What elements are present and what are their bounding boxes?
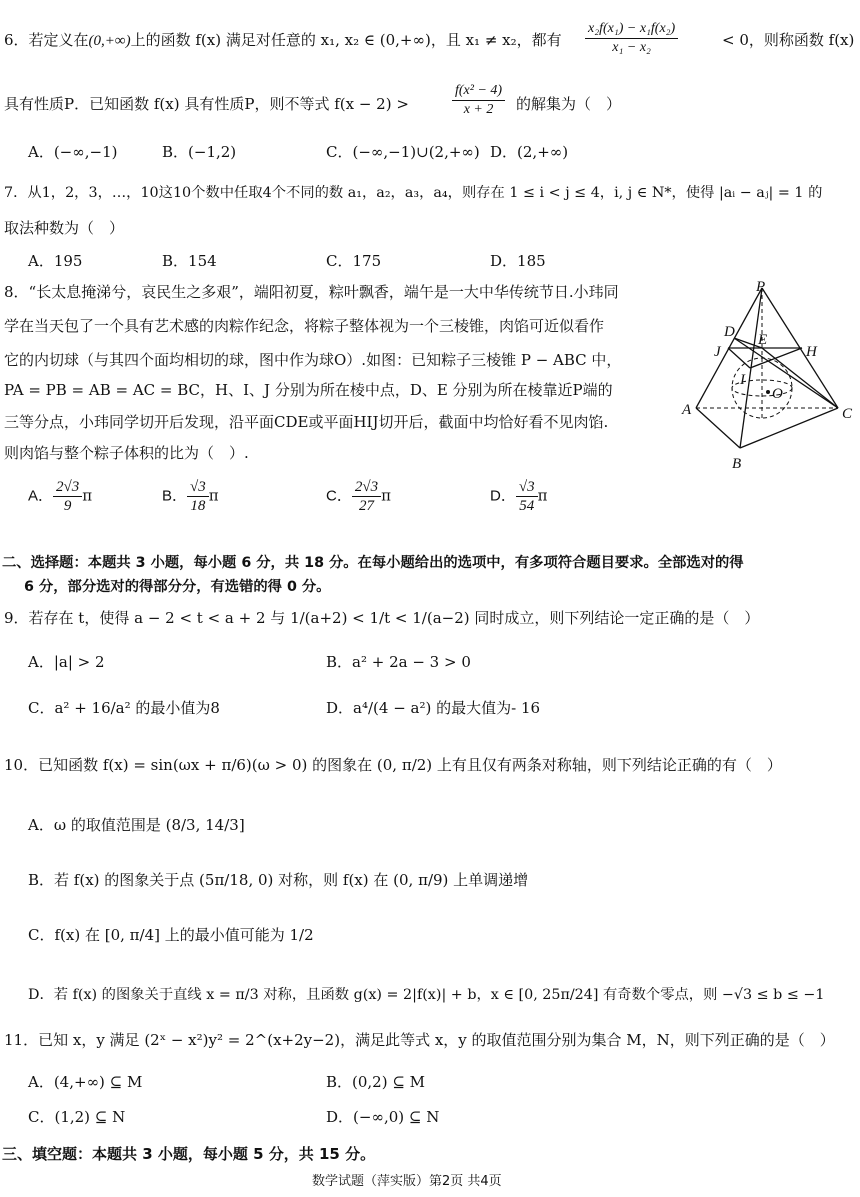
label-i: I: [740, 372, 745, 388]
q6-line2: 具有性质P．已知函数 f(x) 具有性质P，则不等式 f(x − 2) >: [4, 95, 409, 113]
q10-option-a[interactable]: A．ω 的取值范围是 (8/3, 14/3]: [28, 816, 245, 834]
q8-line3: 它的内切球（与其四个面均相切的球，图中作为球O）.如图：已知粽子三棱锥 P − ABC 中，: [4, 351, 622, 369]
section-2-heading-cont: 6 分，部分选对的得部分分，有选错的得 0 分。: [24, 579, 331, 595]
q6-line1: 6．若定义在(0,+∞)上的函数 f(x) 满足对任意的 x₁, x₂ ∈ (0,+∞)，且 x₁ ≠ x₂，都有: [4, 31, 562, 49]
label-b: B: [732, 456, 742, 472]
q6-fraction: $\frac{\text{x₂f(x₁) − x₁f(x₂)}}{\text{x₁ − x₂}}$: [585, 20, 678, 57]
q11-option-d[interactable]: D．(−∞,0) ⊆ N: [326, 1108, 440, 1126]
q7-option-c[interactable]: C．175: [326, 252, 382, 270]
q7-option-a[interactable]: A．195: [28, 252, 83, 270]
label-j: J: [714, 344, 721, 360]
q8-line5: 三等分点，小玮同学切开后发现，沿平面CDE或平面HIJ切开后，截面中均恰好看不见肉馅.: [4, 413, 609, 431]
q7-option-b[interactable]: B．154: [162, 252, 217, 270]
q9-option-b[interactable]: B．a² + 2a − 3 > 0: [326, 653, 471, 671]
label-h: H: [806, 344, 817, 360]
q8-line6: 则肉馅与整个粽子体积的比为（ ）.: [4, 444, 249, 462]
q8-line1: 8．“长太息掩涕兮，哀民生之多艰”，端阳初夏，粽叶飘香，端午是一大中华传统节日.小玮同: [4, 283, 619, 301]
q8-option-a[interactable]: A． $\frac{2√3}{9}$ π: [28, 479, 93, 514]
page-footer: 数学试题（萍实版）第2页 共4页: [312, 1174, 502, 1189]
label-c: C: [842, 406, 853, 422]
q9-option-c[interactable]: C．a² + 16/a² 的最小值为8: [28, 699, 220, 717]
q8-option-c[interactable]: C． $\frac{2√3}{27}$ π: [326, 479, 391, 514]
q6-option-c[interactable]: C．(−∞,−1)∪(2,+∞): [326, 143, 480, 161]
q10-option-b[interactable]: B．若 f(x) 的图象关于点 (5π/18, 0) 对称，则 f(x) 在 (0, π/9) 上单调递增: [28, 871, 529, 889]
q9-stem: 9．若存在 t，使得 a − 2 < t < a + 2 与 1/(a+2) < 1/t < 1/(a−2) 同时成立，则下列结论一定正确的是（ ）: [4, 609, 760, 627]
section-3-heading: 三、填空题：本题共 3 小题，每小题 5 分，共 15 分。: [2, 1145, 376, 1163]
q10-option-c[interactable]: C．f(x) 在 [0, π/4] 上的最小值可能为 1/2: [28, 926, 314, 944]
label-a: A: [682, 402, 692, 418]
label-e: E: [758, 332, 768, 348]
q11-option-c[interactable]: C．(1,2) ⊆ N: [28, 1108, 126, 1126]
sphere-center-dot: [766, 390, 770, 394]
q10-option-d[interactable]: D．若 f(x) 的图象关于直线 x = π/3 对称，且函数 g(x) = 2|f(x)| + b，x ∈ [0, 25π/24] 有奇数个零点，则 −√3 ≤ b ≤ −1: [28, 987, 825, 1003]
q7-line1: 7．从1，2，3，…，10这10个数中任取4个不同的数 a₁，a₂，a₃，a₄，则存在 1 ≤ i < j ≤ 4，i, j ∈ N*，使得 |aᵢ − aⱼ| = 1 的: [4, 185, 823, 201]
q7-option-d[interactable]: D．185: [490, 252, 546, 270]
pyramid-figure: [670, 276, 860, 476]
q8-line2: 学在当天包了一个具有艺术感的肉粽作纪念，将粽子整体视为一个三棱锥，肉馅可近似看作: [4, 317, 605, 335]
q8-option-b[interactable]: B． $\frac{√3}{18}$ π: [162, 479, 219, 514]
q6-option-d[interactable]: D．(2,+∞): [490, 143, 569, 161]
q8-line4: PA = PB = AB = AC = BC，H、I、J 分别为所在棱中点，D、E 分别为所在棱靠近P端的: [4, 381, 613, 399]
q10-stem: 10．已知函数 f(x) = sin(ωx + π/6)(ω > 0) 的图象在 (0, π/2) 上有且仅有两条对称轴，则下列结论正确的有（ ）: [4, 756, 782, 774]
label-o: O: [772, 386, 783, 402]
q9-option-d[interactable]: D．a⁴/(4 − a²) 的最大值为- 16: [326, 699, 541, 717]
label-d: D: [724, 324, 735, 340]
q8-option-d[interactable]: D． $\frac{√3}{54}$ π: [490, 479, 548, 514]
label-p: P: [756, 279, 766, 295]
q6-fraction2: $\frac{\text{f(x² − 4)}}{x + 2}$: [452, 82, 505, 119]
section-2-heading: 二、选择题：本题共 3 小题，每小题 6 分，共 18 分。在每小题给出的选项中，有多项符合题目要求。全部选对的得: [2, 555, 744, 571]
q6-option-b[interactable]: B．(−1,2): [162, 143, 237, 161]
q6-line1-end: < 0，则称函数 f(x): [722, 31, 855, 49]
q6-line2-end: 的解集为（ ）: [516, 95, 622, 113]
q6-option-a[interactable]: A．(−∞,−1): [28, 143, 118, 161]
q7-line2: 取法种数为（ ）: [4, 219, 125, 237]
q9-option-a[interactable]: A．|a| > 2: [28, 653, 105, 671]
q11-option-b[interactable]: B．(0,2) ⊆ M: [326, 1073, 426, 1091]
q11-option-a[interactable]: A．(4,+∞) ⊆ M: [28, 1073, 143, 1091]
q11-stem: 11．已知 x，y 满足 (2ˣ − x²)y² = 2^(x+2y−2)，满足此等式 x，y 的取值范围分别为集合 M，N，则下列正确的是（ ）: [4, 1031, 835, 1049]
